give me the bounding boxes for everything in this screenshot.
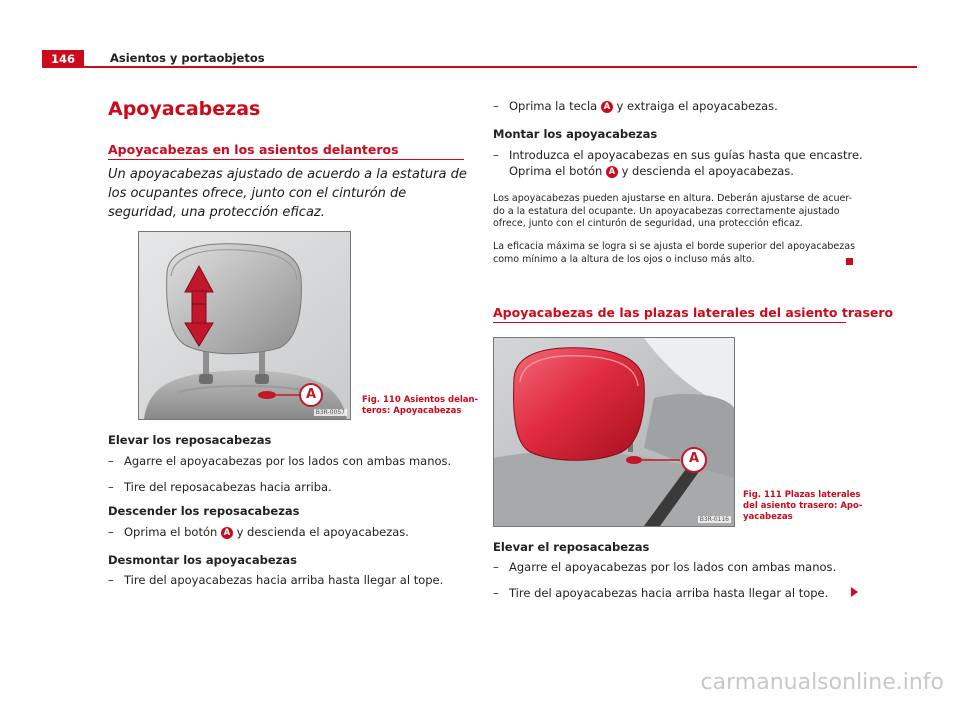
list-item-text: Oprima el botón bbox=[124, 525, 218, 539]
list-item-text: Oprima el botón bbox=[509, 164, 603, 178]
dash: – bbox=[493, 99, 499, 113]
list-item bbox=[493, 585, 829, 601]
list-item bbox=[108, 453, 452, 469]
figure-111-caption bbox=[743, 490, 862, 523]
caption-line: teros: Apoyacabezas bbox=[362, 406, 462, 416]
note-line: Los apoyacabezas pueden ajustarse en altura. Deberán ajustarse de acuer- bbox=[493, 193, 853, 204]
button-a-badge: A bbox=[606, 166, 618, 178]
list-item-text: y descienda el apoyacabezas. bbox=[236, 525, 409, 539]
note-paragraph bbox=[493, 193, 852, 231]
caption-line: Fig. 110 Asientos delan- bbox=[362, 395, 479, 405]
list-item-text: Tire del apoyacabezas hacia arriba hasta llegar al tope. bbox=[124, 573, 444, 587]
header-rule bbox=[84, 66, 917, 68]
caption-line: Fig. 111 Plazas laterales bbox=[743, 490, 861, 500]
figure-rear-headrest bbox=[493, 337, 735, 527]
lower-headrests-heading: Descender los reposacabezas bbox=[108, 504, 300, 518]
list-item-text: Oprima la tecla bbox=[509, 99, 598, 113]
list-item bbox=[493, 147, 863, 179]
figure-code: B3R-0057 bbox=[315, 409, 345, 416]
subtitle-rule bbox=[493, 322, 846, 323]
figure-front-headrest bbox=[138, 231, 351, 420]
list-item bbox=[493, 559, 837, 575]
list-item bbox=[493, 98, 778, 114]
intro-text: Un apoyacabezas ajustado de acuerdo a la estatura de los ocupantes ofrece, junto con el cinturón de seguridad, una protección eficaz. bbox=[108, 167, 467, 220]
note-line: como mínimo a la altura de los ojos o incluso más alto. bbox=[493, 253, 755, 265]
list-item-text: Tire del reposacabezas hacia arriba. bbox=[124, 480, 332, 494]
list-item-line bbox=[509, 163, 863, 179]
list-item bbox=[108, 524, 409, 540]
figure-code: B3R-0116 bbox=[699, 516, 729, 523]
rear-headrest-illustration bbox=[494, 338, 734, 526]
dash: – bbox=[493, 560, 499, 574]
subtitle-rule bbox=[108, 159, 464, 160]
dash: – bbox=[108, 573, 114, 587]
front-headrests-subtitle: Apoyacabezas en los asientos delanteros bbox=[108, 142, 399, 157]
section-end-mark bbox=[846, 258, 853, 265]
section-title: Asientos y portaobjetos bbox=[110, 51, 265, 65]
mount-headrests-heading: Montar los apoyacabezas bbox=[493, 127, 658, 141]
dash: – bbox=[493, 586, 499, 600]
list-item-text: Tire del apoyacabezas hacia arriba hasta llegar al tope. bbox=[509, 586, 829, 600]
caption-line: del asiento trasero: Apo- bbox=[743, 501, 863, 511]
note-line: ofrece, junto con el cinturón de seguridad, una protección eficaz. bbox=[493, 218, 803, 229]
figure-110-caption bbox=[362, 395, 478, 417]
callout-a-label: A bbox=[688, 451, 700, 466]
dash: – bbox=[493, 148, 499, 162]
callout-a-label: A bbox=[305, 387, 317, 402]
dash: – bbox=[108, 525, 114, 539]
caption-line: yacabezas bbox=[743, 512, 793, 522]
list-item-text: y extraiga el apoyacabezas. bbox=[616, 99, 778, 113]
list-item-text: Agarre el apoyacabezas por los lados con ambas manos. bbox=[509, 560, 837, 574]
list-item bbox=[108, 572, 444, 588]
button-a-badge: A bbox=[221, 527, 233, 539]
note-line: do a la estatura del ocupante. Un apoyacabezas correctamente ajustado bbox=[493, 205, 840, 217]
list-item-text: Introduzca el apoyacabezas en sus guías hasta que encastre. bbox=[509, 148, 863, 162]
watermark: carmanualsonline.info bbox=[700, 670, 944, 695]
button-a-badge: A bbox=[601, 101, 613, 113]
rear-headrests-subtitle: Apoyacabezas de las plazas laterales del asiento trasero bbox=[493, 305, 894, 320]
list-item-text: y descienda el apoyacabezas. bbox=[621, 164, 794, 178]
dash: – bbox=[108, 454, 114, 468]
list-item-text: Agarre el apoyacabezas por los lados con ambas manos. bbox=[124, 454, 452, 468]
note-line: La eficacia máxima se logra si se ajusta el borde superior del apoyacabezas bbox=[493, 241, 856, 252]
raise-headrests-heading: Elevar los reposacabezas bbox=[108, 433, 272, 447]
remove-headrests-heading: Desmontar los apoyacabezas bbox=[108, 553, 297, 567]
list-item bbox=[108, 479, 332, 495]
page-title: Apoyacabezas bbox=[108, 98, 261, 120]
raise-rear-headrest-heading: Elevar el reposacabezas bbox=[493, 540, 650, 554]
page-number: 146 bbox=[42, 50, 84, 68]
note-paragraph bbox=[493, 241, 855, 266]
continue-arrow-icon bbox=[851, 587, 858, 597]
dash: – bbox=[108, 480, 114, 494]
